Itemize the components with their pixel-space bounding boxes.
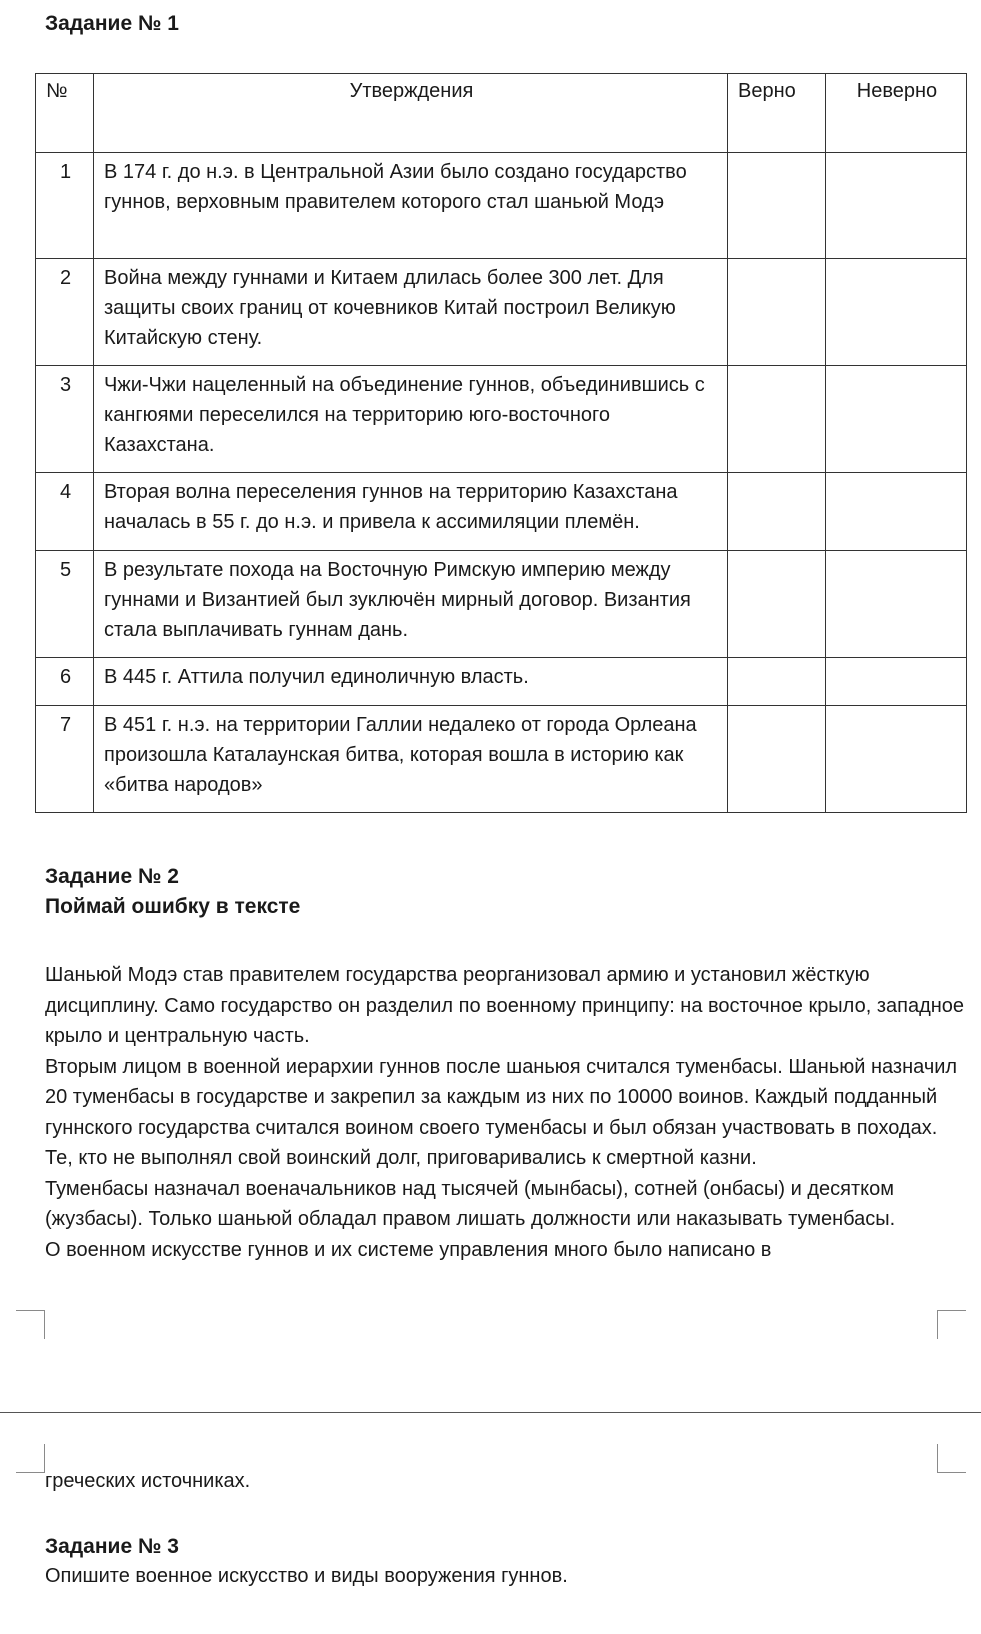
task2-continuation: греческих источниках.	[45, 1470, 251, 1492]
row-statement: В 174 г. до н.э. в Центральной Азии было создано государство гуннов, верховным правителем которого стал шаньюй Модэ	[94, 153, 728, 259]
page-corner-marker	[937, 1444, 966, 1473]
true-answer-cell[interactable]	[728, 153, 826, 259]
task3-text: Опишите военное искусство и виды вооружения гуннов.	[45, 1565, 568, 1587]
task2-paragraph: Шаньюй Модэ став правителем государства реорганизовал армию и установил жёсткую дисциплину. Само государство он разделил по военному принципу: на восточное крыло, западное крыло и центральную часть. Вторым лицом в военной иерархии гуннов после шаньюя считался туменбасы. Шаньюй назначил 20 туменбасы в государстве и закрепил за каждым из них по 10000 воинов. Каждый подданный гуннского государства считался воином своего туменбасы и был обязан участвовать в походах. Те, кто не выполнял свой воинский долг, приговаривались к смертной казни. Туменбасы назначал военачальников над тысячей (мынбасы), сотней (онбасы) и десятком (жузбасы). Только шаньюй обладал правом лишать должности или наказывать туменбасы. О военном искусстве гуннов и их системе управления много было написано в	[45, 964, 965, 1261]
false-answer-cell[interactable]	[826, 551, 967, 658]
row-statement: Чжи-Чжи нацеленный на объединение гуннов, объединившись с кангюями переселился на территорию юго-восточного Казахстана.	[94, 366, 728, 473]
false-answer-cell[interactable]	[826, 259, 967, 366]
row-number: 7	[36, 706, 94, 813]
true-answer-cell[interactable]	[728, 259, 826, 366]
true-answer-cell[interactable]	[728, 551, 826, 658]
row-statement: В 451 г. н.э. на территории Галлии недалеко от города Орлеана произошла Каталаунская битва, которая вошла в историю как «битва народов»	[94, 706, 728, 813]
row-statement: В 445 г. Аттила получил единоличную власть.	[94, 658, 728, 706]
statements-table	[35, 73, 967, 813]
header-false: Неверно	[826, 74, 967, 153]
row-number: 2	[36, 259, 94, 366]
task2-heading: Задание № 2	[45, 865, 179, 888]
row-number: 3	[36, 366, 94, 473]
header-number: №	[36, 74, 94, 153]
table-row	[36, 259, 967, 366]
page-corner-marker	[937, 1310, 966, 1339]
task3-heading: Задание № 3	[45, 1535, 179, 1558]
row-number: 4	[36, 473, 94, 551]
page-corner-marker	[16, 1444, 45, 1473]
false-answer-cell[interactable]	[826, 706, 967, 813]
table-row	[36, 366, 967, 473]
true-answer-cell[interactable]	[728, 473, 826, 551]
row-number: 1	[36, 153, 94, 259]
table-row	[36, 551, 967, 658]
table-header-row	[36, 74, 967, 153]
task2-text	[45, 960, 970, 1265]
page-break-line	[0, 1412, 981, 1413]
false-answer-cell[interactable]	[826, 658, 967, 706]
row-number: 5	[36, 551, 94, 658]
false-answer-cell[interactable]	[826, 153, 967, 259]
task1-heading: Задание № 1	[45, 12, 179, 35]
task2-subheading: Поймай ошибку в тексте	[45, 895, 301, 918]
table-row	[36, 706, 967, 813]
header-true: Верно	[728, 74, 826, 153]
row-statement: Вторая волна переселения гуннов на территорию Казахстана началась в 55 г. до н.э. и привела к ассимиляции племён.	[94, 473, 728, 551]
row-statement: Война между гуннами и Китаем длилась более 300 лет. Для защиты своих границ от кочевников Китай построил Великую Китайскую стену.	[94, 259, 728, 366]
page-corner-marker	[16, 1310, 45, 1339]
header-statements: Утверждения	[94, 74, 728, 153]
table-row	[36, 658, 967, 706]
true-answer-cell[interactable]	[728, 366, 826, 473]
row-number: 6	[36, 658, 94, 706]
row-statement: В результате похода на Восточную Римскую империю между гуннами и Византией был зуключён мирный договор. Византия стала выплачивать гуннам дань.	[94, 551, 728, 658]
table-row	[36, 473, 967, 551]
false-answer-cell[interactable]	[826, 473, 967, 551]
true-answer-cell[interactable]	[728, 658, 826, 706]
true-answer-cell[interactable]	[728, 706, 826, 813]
table-row	[36, 153, 967, 259]
false-answer-cell[interactable]	[826, 366, 967, 473]
